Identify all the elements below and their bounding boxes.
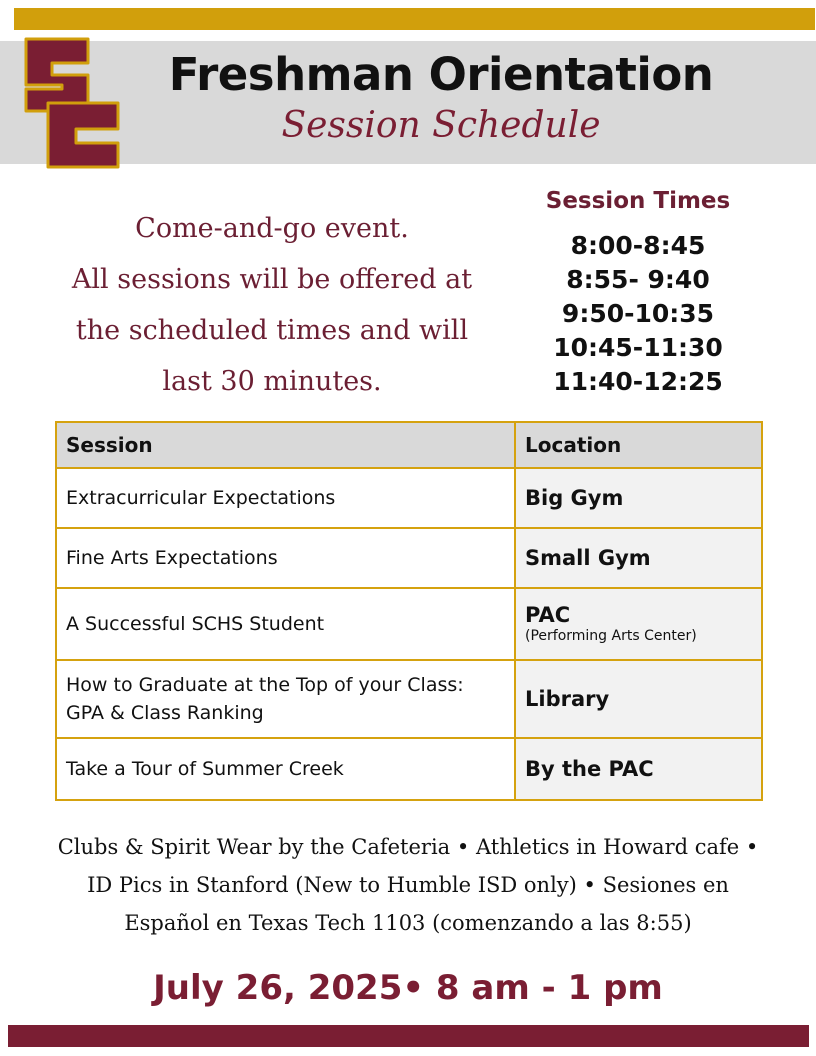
location-name: Big Gym — [525, 486, 624, 510]
location-name: Library — [525, 687, 610, 711]
note-line: Español en Texas Tech 1103 (comenzando a las 8:55) — [124, 911, 692, 935]
location-column-header: Location — [515, 422, 762, 468]
location-cell — [515, 588, 762, 660]
session-time: 11:40-12:25 — [553, 367, 723, 396]
table-row — [56, 468, 762, 528]
intro-line: All sessions will be offered at — [71, 264, 473, 295]
additional-notes — [20, 828, 796, 942]
session-location-table — [55, 421, 763, 801]
table-header-row — [56, 422, 762, 468]
event-date: July 26, 2025• 8 am - 1 pm — [153, 968, 663, 1008]
sc-monogram-logo — [14, 33, 122, 173]
intro-line: the scheduled times and will — [75, 315, 469, 346]
session-cell: How to Graduate at the Top of your Class: GPA & Class Ranking — [56, 660, 515, 738]
location-cell — [515, 468, 762, 528]
location-name: By the PAC — [525, 757, 654, 781]
session-cell: Fine Arts Expectations — [56, 528, 515, 588]
session-cell: Take a Tour of Summer Creek — [56, 738, 515, 800]
session-cell: A Successful SCHS Student — [56, 588, 515, 660]
intro-line: last 30 minutes. — [162, 366, 382, 397]
top-gold-bar — [14, 8, 815, 30]
session-cell: Extracurricular Expectations — [56, 468, 515, 528]
session-time: 8:55- 9:40 — [566, 265, 710, 294]
table-row — [56, 528, 762, 588]
intro-line: Come-and-go event. — [135, 213, 409, 244]
location-name: PAC — [525, 603, 571, 627]
location-note: (Performing Arts Center) — [525, 628, 697, 644]
intro-text — [52, 203, 492, 407]
location-cell — [515, 660, 762, 738]
table-row — [56, 588, 762, 660]
page-title: Freshman Orientation — [168, 48, 714, 101]
table-row — [56, 660, 762, 738]
table-row — [56, 738, 762, 800]
session-time: 10:45-11:30 — [553, 333, 723, 362]
session-column-header: Session — [56, 422, 515, 468]
note-line: Clubs & Spirit Wear by the Cafeteria • Athletics in Howard cafe • — [57, 835, 759, 859]
bottom-maroon-bar — [8, 1025, 809, 1047]
page-subtitle: Session Schedule — [281, 105, 601, 146]
session-time: 8:00-8:45 — [570, 231, 706, 260]
session-time: 9:50-10:35 — [561, 299, 715, 328]
session-times-list — [522, 229, 754, 399]
session-times-heading: Session Times — [545, 188, 731, 214]
note-line: ID Pics in Stanford (New to Humble ISD only) • Sesiones en — [87, 873, 729, 897]
location-cell — [515, 528, 762, 588]
location-cell — [515, 738, 762, 800]
location-name: Small Gym — [525, 546, 651, 570]
